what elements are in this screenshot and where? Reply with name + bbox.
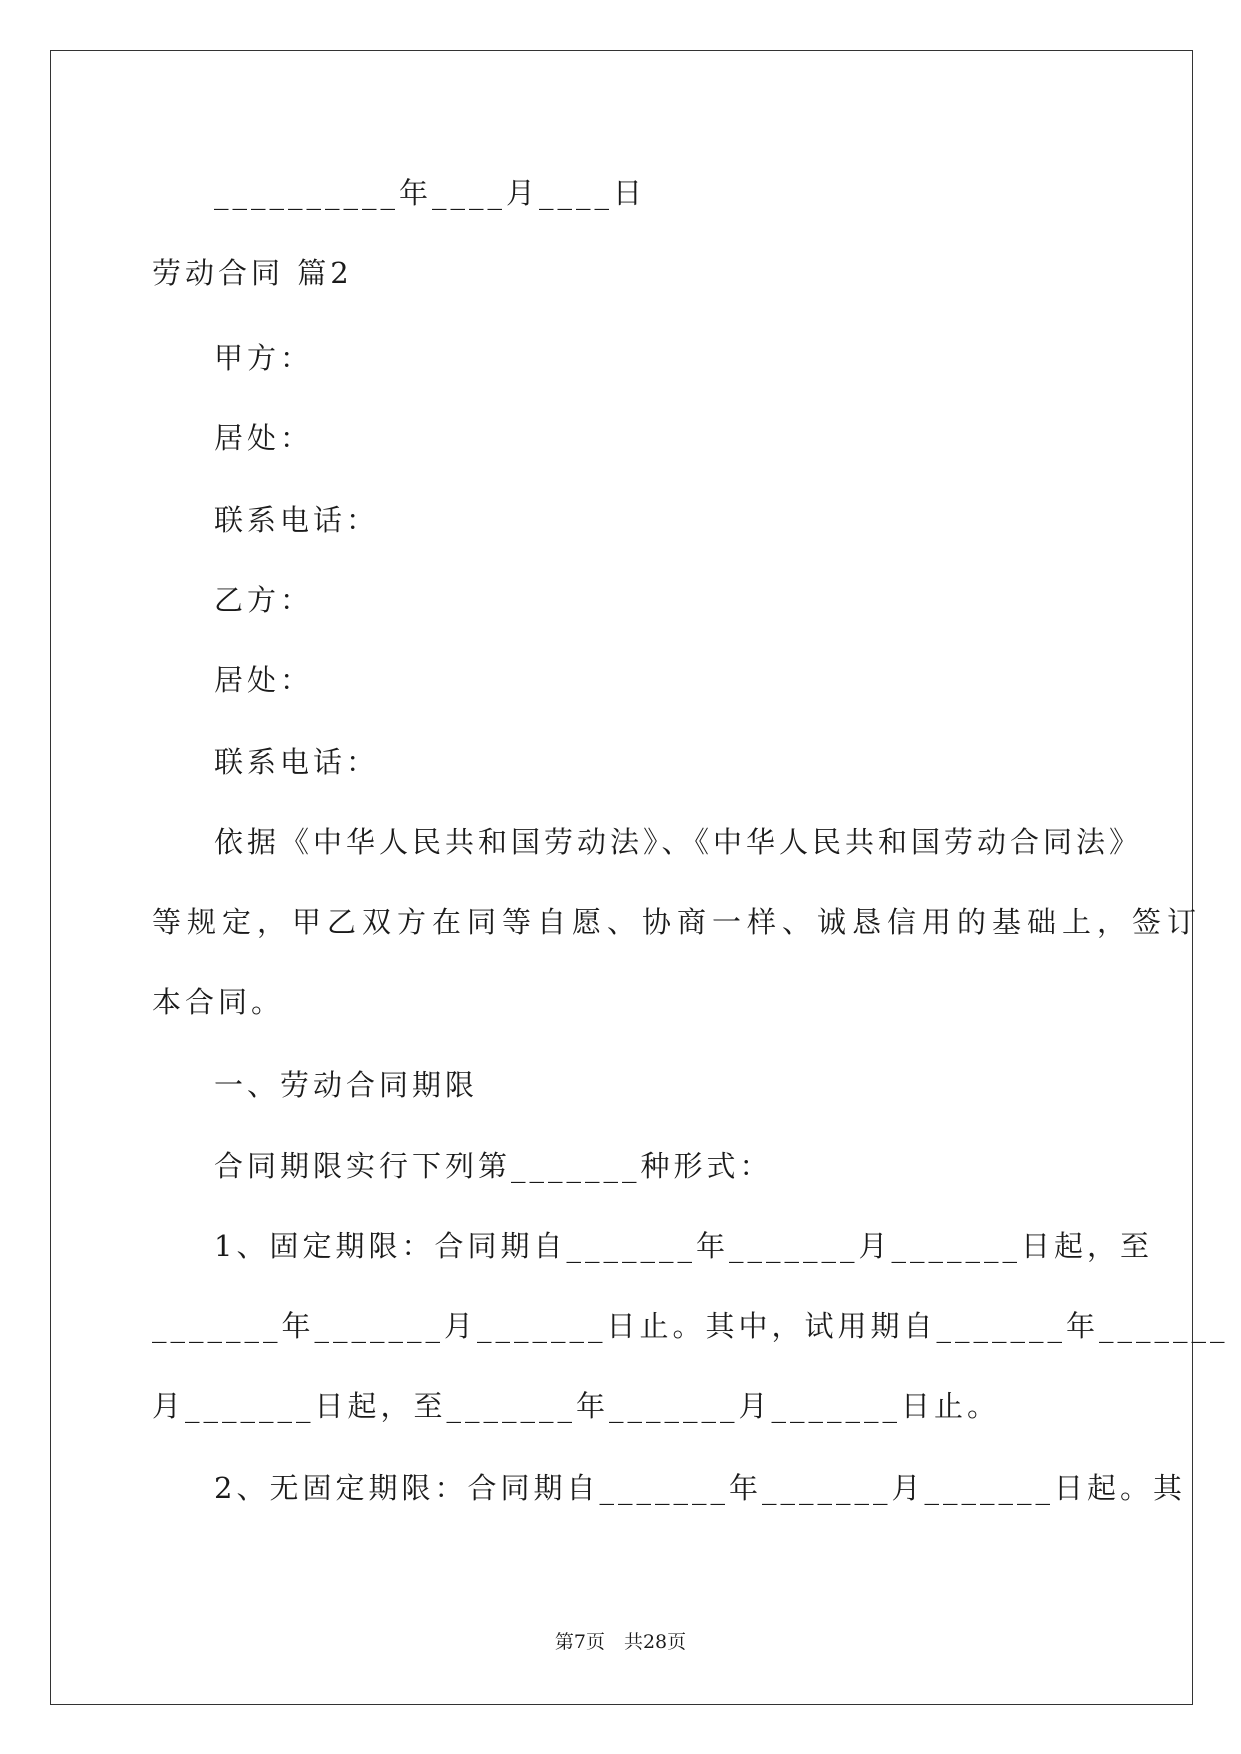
- party-a-address-label: 居处：: [214, 421, 314, 455]
- paragraph-line: _______年_______月_______日止。其中，试用期自_______年_______: [152, 1309, 1229, 1343]
- section-title: 劳动合同 篇2: [152, 256, 353, 290]
- party-a-phone-label: 联系电话：: [214, 503, 380, 537]
- party-b-phone-label: 联系电话：: [214, 745, 380, 779]
- paragraph-line: 月_______日起，至_______年_______月_______日止。: [152, 1389, 1001, 1423]
- paragraph-line: 1、固定期限：合同期自_______年_______月_______日起，至: [214, 1229, 1153, 1263]
- party-b-label: 乙方：: [214, 583, 314, 617]
- clause-heading: 一、劳动合同期限: [214, 1068, 479, 1102]
- page-border: [50, 50, 1193, 1705]
- party-b-address-label: 居处：: [214, 663, 314, 697]
- paragraph-line: 依据《中华人民共和国劳动法》、《中华人民共和国劳动合同法》: [214, 825, 1143, 859]
- paragraph-line: 本合同。: [152, 985, 285, 1019]
- paragraph-line: 合同期限实行下列第_______种形式：: [214, 1149, 773, 1183]
- paragraph-line: 等规定，甲乙双方在同等自愿、协商一样、诚恳信用的基础上，签订: [152, 905, 1203, 939]
- date-line: __________年____月____日: [214, 176, 647, 210]
- party-a-label: 甲方：: [214, 341, 314, 375]
- paragraph-line: 2、无固定期限：合同期自_______年_______月_______日起。其: [214, 1471, 1186, 1505]
- page-number: 第7页 共28页: [554, 1631, 687, 1653]
